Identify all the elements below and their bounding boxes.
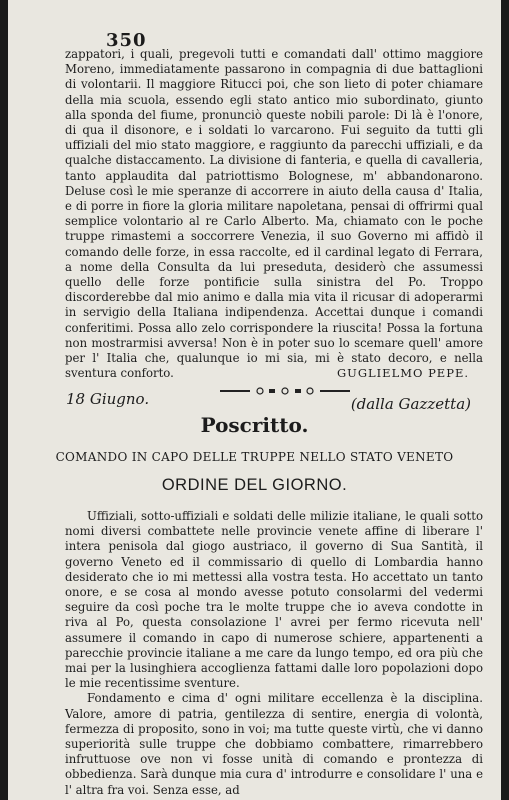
page-number: 350 [106,30,147,51]
order-body [65,509,483,798]
order-paragraph: Fondamento e cima d' ogni militare eccellenza è la disciplina. Valore, amore di patria, gentilezza di sentire, energia di volontà, fermezza di proposito, sono in voi; ma tutte queste virtù, che vi danno superiorità sulle truppe che dobbiamo combattere, rimarrebbero infruttuose ove non vi fosse unità di comando e prontezza di obbedienza. Sarà dunque mia cura d' introdurre e consolidare l' una e l' altra fra voi. Senza esse, ad [65,691,483,797]
book-page [8,0,501,800]
postscript-title: Poscritto. [200,413,309,437]
ornament-rule [220,385,350,397]
dateline: 18 Giugno. [66,390,150,408]
order-paragraph: Uffiziali, sotto-uffiziali e soldati delle milizie italiane, le quali sotto nomi diversi combattete nelle provincie venete affine di liberare l' intera penisola dal giogo austriaco, il governo di Sua Santità, il governo Veneto ed il commissario di quello di Lombardia hanno desiderato che io mi mettessi alla vostra testa. Ho accettato un tanto onore, e se cosa al mondo avesse potuto consolarmi del vedermi seguire da così poche tra le molte truppe che io aveva condotte in riva al Po, questa consolazione l' avrei per fermo ricevuta nell' assumere il comando in capo di numerose schiere, appartenenti a parecchie provincie italiane a me care da lungo tempo, ed ora più che mai per la lusinghiera accoglienza fattami dalle loro popolazioni dopo le mie recentissime sventure. [65,509,483,691]
signature: GUGLIELMO PEPE. [336,366,469,380]
letter-body [65,47,483,381]
order-heading: ORDINE DEL GIORNO. [161,476,348,494]
command-heading: COMANDO IN CAPO DELLE TRUPPE NELLO STATO VENETO [55,450,454,464]
letter-paragraph: zappatori, i quali, pregevoli tutti e comandati dall' ottimo maggiore Moreno, immediatamente passarono in compagnia di due battaglioni di volontarii. Il maggiore Ritucci poi, che son lieto di poter chiamare della mia scuola, essendo egli stato antico mio subordinato, giunto alla sponda del fiume, pronunciò queste nobili parole: Di là è l'onore, di qua il disonore, e i soldati lo varcarono. Fui seguito da tutti gli uffiziali del mio stato maggiore, e raggiunto da parecchi uffiziali, e da qualche distaccamento. La divisione di fanteria, e quella di cavalleria, tanto applaudita dal patriottismo Bolognese, m' abbandonarono. Deluse così le mie speranze di accorrere in aiuto della causa d' Italia, e di porre in fiore la gloria militare napoletana, pensai di offrirmi qual semplice volontario al re Carlo Alberto. Ma, chiamato con le poche truppe rimastemi a soccorrere Venezia, il suo Governo mi affidò il comando delle forze, in essa raccolte, ed il cardinal legato di Ferrara, a nome della Consulta da lui preseduta, desiderò che assumessi quello delle forze pontificie sulla sinistra del Po. Troppo discorderebbe dal mio animo e dalla mia vita il ricusar di adoperarmi in servigio della Italiana indipendenza. Accettai dunque i comandi conferitimi. Possa allo zelo corrispondere la riuscita! Possa la fortuna non mostrarmisi avversa! Non è in poter suo lo scemare quell' amore per l' Italia che, qualunque io mi sia, mi è stato decoro, e nella sventura conforto. [65,47,483,381]
source-note: (dalla Gazzetta) [350,395,471,413]
